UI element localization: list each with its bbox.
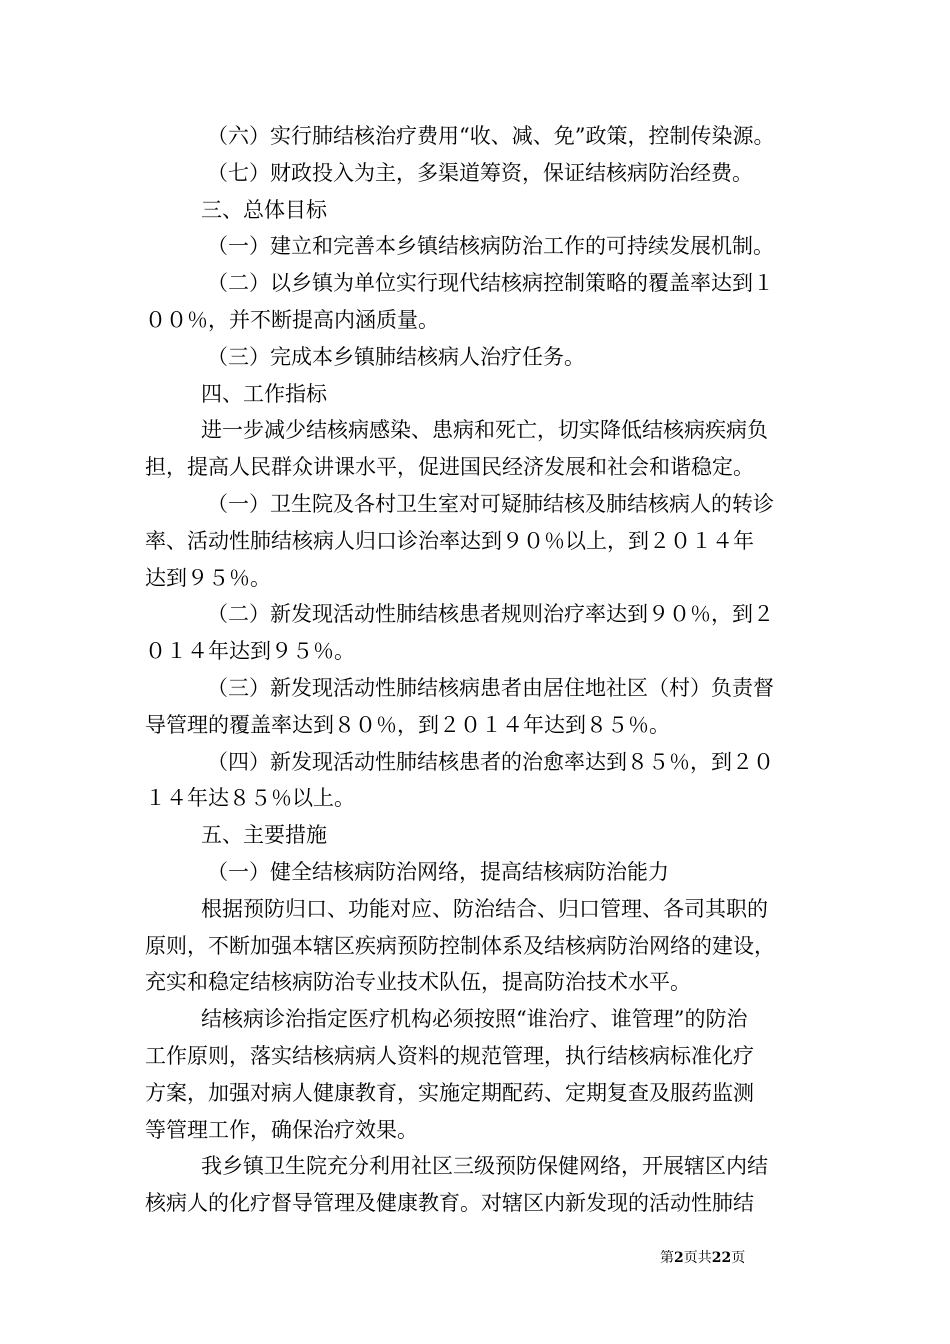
section-heading: 四、工作指标 bbox=[201, 381, 327, 406]
text-line: １４年达８５％以上。 bbox=[145, 786, 355, 811]
section-heading: 三、总体目标 bbox=[201, 197, 327, 222]
document-body bbox=[145, 118, 810, 1222]
text-line: （三）新发现活动性肺结核病患者由居住地社区（村）负责督 bbox=[207, 675, 774, 700]
footer-current-page: 2 bbox=[674, 1250, 684, 1266]
page-footer bbox=[660, 1248, 745, 1268]
text-line: 率、活动性肺结核病人归口诊治率达到９０％以上，到２０１４年 bbox=[145, 528, 754, 553]
text-line: 我乡镇卫生院充分利用社区三级预防保健网络，开展辖区内结 bbox=[201, 1154, 768, 1179]
text-line: 导管理的覆盖率达到８０％，到２０１４年达到８５％。 bbox=[145, 712, 670, 737]
text-line: ００％，并不断提高内涵质量。 bbox=[145, 307, 439, 332]
text-line: 担，提高人民群众讲课水平，促进国民经济发展和社会和谐稳定。 bbox=[145, 455, 754, 480]
subsection-heading: （一）健全结核病防治网络，提高结核病防治能力 bbox=[207, 859, 669, 884]
text-line: ０１４年达到９５％。 bbox=[145, 639, 355, 664]
text-line: 达到９５％。 bbox=[145, 565, 271, 590]
footer-suffix: 页 bbox=[731, 1250, 746, 1266]
footer-middle: 页共 bbox=[683, 1250, 712, 1266]
text-line: 核病人的化疗督导管理及健康教育。对辖区内新发现的活动性肺结 bbox=[145, 1191, 754, 1216]
text-line: 等管理工作，确保治疗效果。 bbox=[145, 1117, 418, 1142]
text-line: 原则，不断加强本辖区疾病预防控制体系及结核病防治网络的建设， bbox=[145, 933, 775, 958]
text-line: （六）实行肺结核治疗费用“收、减、免”政策，控制传染源。 bbox=[207, 124, 775, 148]
footer-prefix: 第 bbox=[660, 1250, 674, 1266]
text-line: （二）以乡镇为单位实行现代结核病控制策略的覆盖率达到１ bbox=[207, 271, 774, 296]
text-line: （二）新发现活动性肺结核患者规则治疗率达到９０％，到２ bbox=[207, 602, 774, 627]
text-line: （一）卫生院及各村卫生室对可疑肺结核及肺结核病人的转诊 bbox=[207, 491, 774, 516]
text-line: 结核病诊治指定医疗机构必须按照“谁治疗、谁管理”的防治 bbox=[201, 1007, 748, 1032]
text-line: （七）财政投入为主，多渠道筹资，保证结核病防治经费。 bbox=[207, 160, 753, 185]
text-line: （一）建立和完善本乡镇结核病防治工作的可持续发展机制。 bbox=[207, 234, 774, 259]
text-line: 工作原则，落实结核病病人资料的规范管理，执行结核病标准化疗 bbox=[145, 1043, 754, 1068]
text-line: 根据预防归口、功能对应、防治结合、归口管理、各司其职的 bbox=[201, 896, 768, 921]
text-line: （三）完成本乡镇肺结核病人治疗任务。 bbox=[207, 344, 585, 369]
section-heading: 五、主要措施 bbox=[201, 823, 327, 848]
text-line: 进一步减少结核病感染、患病和死亡，切实降低结核病疾病负 bbox=[201, 418, 768, 443]
text-line: （四）新发现活动性肺结核患者的治愈率达到８５％，到２０ bbox=[207, 749, 774, 774]
footer-total-pages: 22 bbox=[711, 1250, 732, 1266]
text-line: 充实和稳定结核病防治专业技术队伍，提高防治技术水平。 bbox=[145, 970, 691, 995]
text-line: 方案，加强对病人健康教育，实施定期配药、定期复查及服药监测 bbox=[145, 1080, 754, 1105]
